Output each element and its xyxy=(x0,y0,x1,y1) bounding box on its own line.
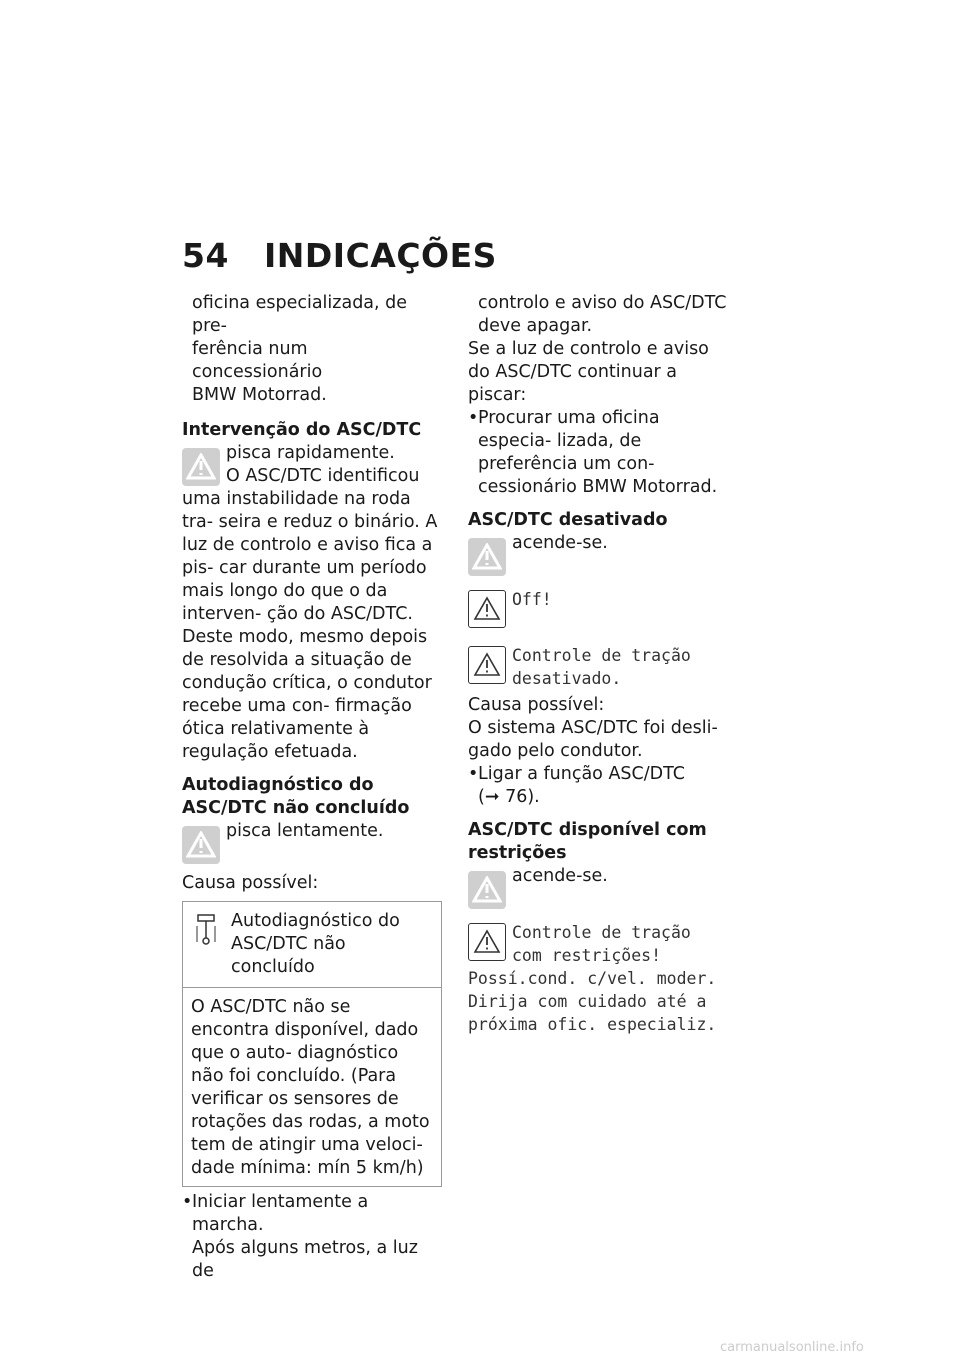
page-header xyxy=(182,236,497,275)
info-box-title: Autodiagnóstico do ASC/DTC não concluído xyxy=(231,911,400,977)
desativado-ref-page: 76). xyxy=(505,787,540,807)
warning-triangle-icon xyxy=(468,646,506,684)
intervencao-line-1: pisca rapidamente. xyxy=(226,443,395,463)
autodiag-icon-row xyxy=(182,820,442,866)
intervencao-text: uma instabilidade na roda tra- seira e reduz o binário. A luz de controlo e aviso fica a pis- car durante um período mais longo do que o da interven- ção do ASC/DTC. Deste modo, mesmo depois de resolvida a situação de condução crítica, o condutor recebe uma con- firmação ótica relativamente à regulação efetuada. xyxy=(182,489,438,762)
heading-autodiag: Autodiagnóstico do ASC/DTC não concluído xyxy=(182,775,410,818)
warning-triangle-icon xyxy=(468,590,506,628)
msg-off: Off! xyxy=(512,590,552,609)
left-column xyxy=(182,292,442,1283)
autodiag-line-1: pisca lentamente. xyxy=(226,821,384,841)
arrow-ref-icon: ➞ xyxy=(484,787,500,807)
asc-warning-icon xyxy=(468,871,506,909)
msg-restricoes-rest: Possí.cond. c/vel. moder. Dirija com cuidado até a próxima ofic. especializ. xyxy=(468,969,717,1034)
desativado-line-1: acende-se. xyxy=(512,533,608,553)
msg-off-row xyxy=(468,588,728,634)
right-column xyxy=(468,292,728,1036)
msg-restricoes-line-2: com restrições! xyxy=(512,946,662,965)
autodiag-bullet: • Iniciar lentamente a marcha. xyxy=(182,1191,442,1237)
desativado-causa-text: O sistema ASC/DTC foi desli- gado pelo condutor. xyxy=(468,718,718,761)
asc-warning-icon xyxy=(468,538,506,576)
heading-desativado: ASC/DTC desativado xyxy=(468,510,668,530)
heading-restricoes: ASC/DTC disponível com restrições xyxy=(468,820,707,863)
info-box xyxy=(182,901,442,1187)
intervencao-line-2: O ASC/DTC identificou xyxy=(226,466,420,486)
intro-line-1: oficina especializada, de pre- xyxy=(192,293,408,336)
right-if-blink: Se a luz de controlo e aviso do ASC/DTC continuar a piscar: xyxy=(468,339,709,405)
autodiag-causa: Causa possível: xyxy=(182,873,319,893)
desativado-bullet: • Ligar a função ASC/DTC xyxy=(468,763,728,786)
desativado-causa: Causa possível: xyxy=(468,695,605,715)
desativado-icon-row xyxy=(468,532,728,578)
footer-watermark: carmanualsonline.info xyxy=(720,1340,864,1355)
page-number: 54 xyxy=(182,236,229,275)
service-info-icon xyxy=(195,912,217,953)
intervencao-icon-row xyxy=(182,442,442,488)
heading-intervencao: Intervenção do ASC/DTC xyxy=(182,420,422,440)
desativado-ref: (➞ 76). xyxy=(478,787,540,807)
intro-line-3: BMW Motorrad. xyxy=(192,385,327,405)
right-bullet-1: • Procurar uma oficina especia- lizada, de preferência um con- cessionário BMW Motorrad. xyxy=(468,407,728,499)
asc-warning-icon xyxy=(182,826,220,864)
intro-line-2: ferência num concessionário xyxy=(192,339,323,382)
right-cont: controlo e aviso do ASC/DTC deve apagar. xyxy=(478,293,727,336)
msg-desativado: Controle de tração desativado. xyxy=(512,646,691,688)
msg-restricoes-line-1: Controle de tração xyxy=(512,923,691,942)
restricoes-line-1: acende-se. xyxy=(512,866,608,886)
info-box-body: O ASC/DTC não se encontra disponível, dado que o auto- diagnóstico não foi concluído. (Para verificar os sensores de rotações das rodas, a moto tem de atingir uma veloci- dade mínima: mín 5 km/h) xyxy=(191,997,430,1178)
asc-warning-icon xyxy=(182,448,220,486)
page-title: INDICAÇÕES xyxy=(264,236,497,275)
restricoes-icon-row xyxy=(468,865,728,911)
msg-restricoes-row xyxy=(468,921,728,967)
autodiag-bullet-cont: Após alguns metros, a luz de xyxy=(192,1238,418,1281)
msg-desativado-row xyxy=(468,644,728,690)
warning-triangle-icon xyxy=(468,923,506,961)
